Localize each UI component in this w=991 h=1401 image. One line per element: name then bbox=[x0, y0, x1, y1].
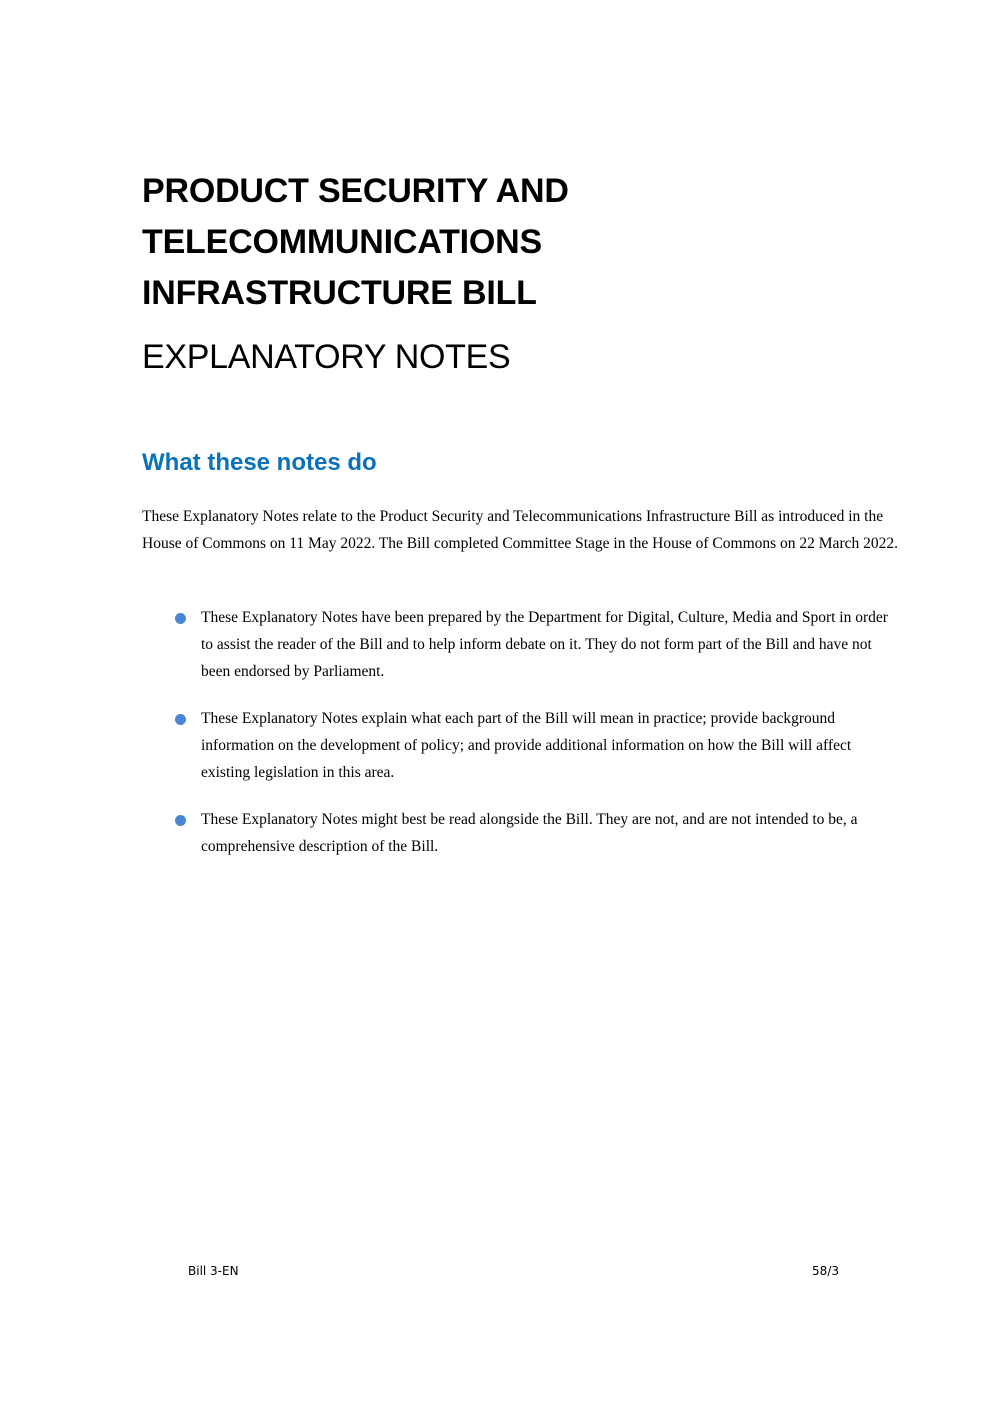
bullet-dot-icon bbox=[175, 714, 186, 725]
title-line: PRODUCT SECURITY AND bbox=[142, 172, 569, 210]
bullet-text: These Explanatory Notes explain what each part of the Bill will mean in practice; provide background information on the development of policy; and provide additional information on how the Bill will affect existing legislation in this area. bbox=[201, 710, 852, 781]
bullet-list bbox=[142, 604, 902, 880]
title-line: INFRASTRUCTURE BILL bbox=[142, 274, 537, 312]
bullet-text: These Explanatory Notes have been prepared by the Department for Digital, Culture, Media and Sport in order to assist the reader of the Bill and to help inform debate on it. They do not form part of the Bill and have not been endorsed by Parliament. bbox=[201, 609, 888, 680]
bullet-text: These Explanatory Notes might best be read alongside the Bill. They are not, and are not intended to be, a comprehensive description of the Bill. bbox=[201, 811, 858, 855]
intro-paragraph: These Explanatory Notes relate to the Product Security and Telecommunications Infrastructure Bill as introduced in the House of Commons on 11 May 2022. The Bill completed Committee Stage in the House of Commons on 22 March 2022. bbox=[142, 508, 898, 552]
document-title bbox=[142, 166, 762, 319]
document-subtitle: EXPLANATORY NOTES bbox=[142, 338, 511, 376]
list-item bbox=[142, 806, 902, 860]
list-item bbox=[142, 604, 902, 685]
title-line: TELECOMMUNICATIONS bbox=[142, 223, 542, 261]
list-item bbox=[142, 705, 902, 786]
bullet-dot-icon bbox=[175, 815, 186, 826]
footer-page-reference: 58/3 bbox=[812, 1264, 839, 1278]
section-heading: What these notes do bbox=[142, 449, 377, 476]
bullet-dot-icon bbox=[175, 613, 186, 624]
footer-bill-reference: Bill 3-EN bbox=[188, 1264, 239, 1278]
